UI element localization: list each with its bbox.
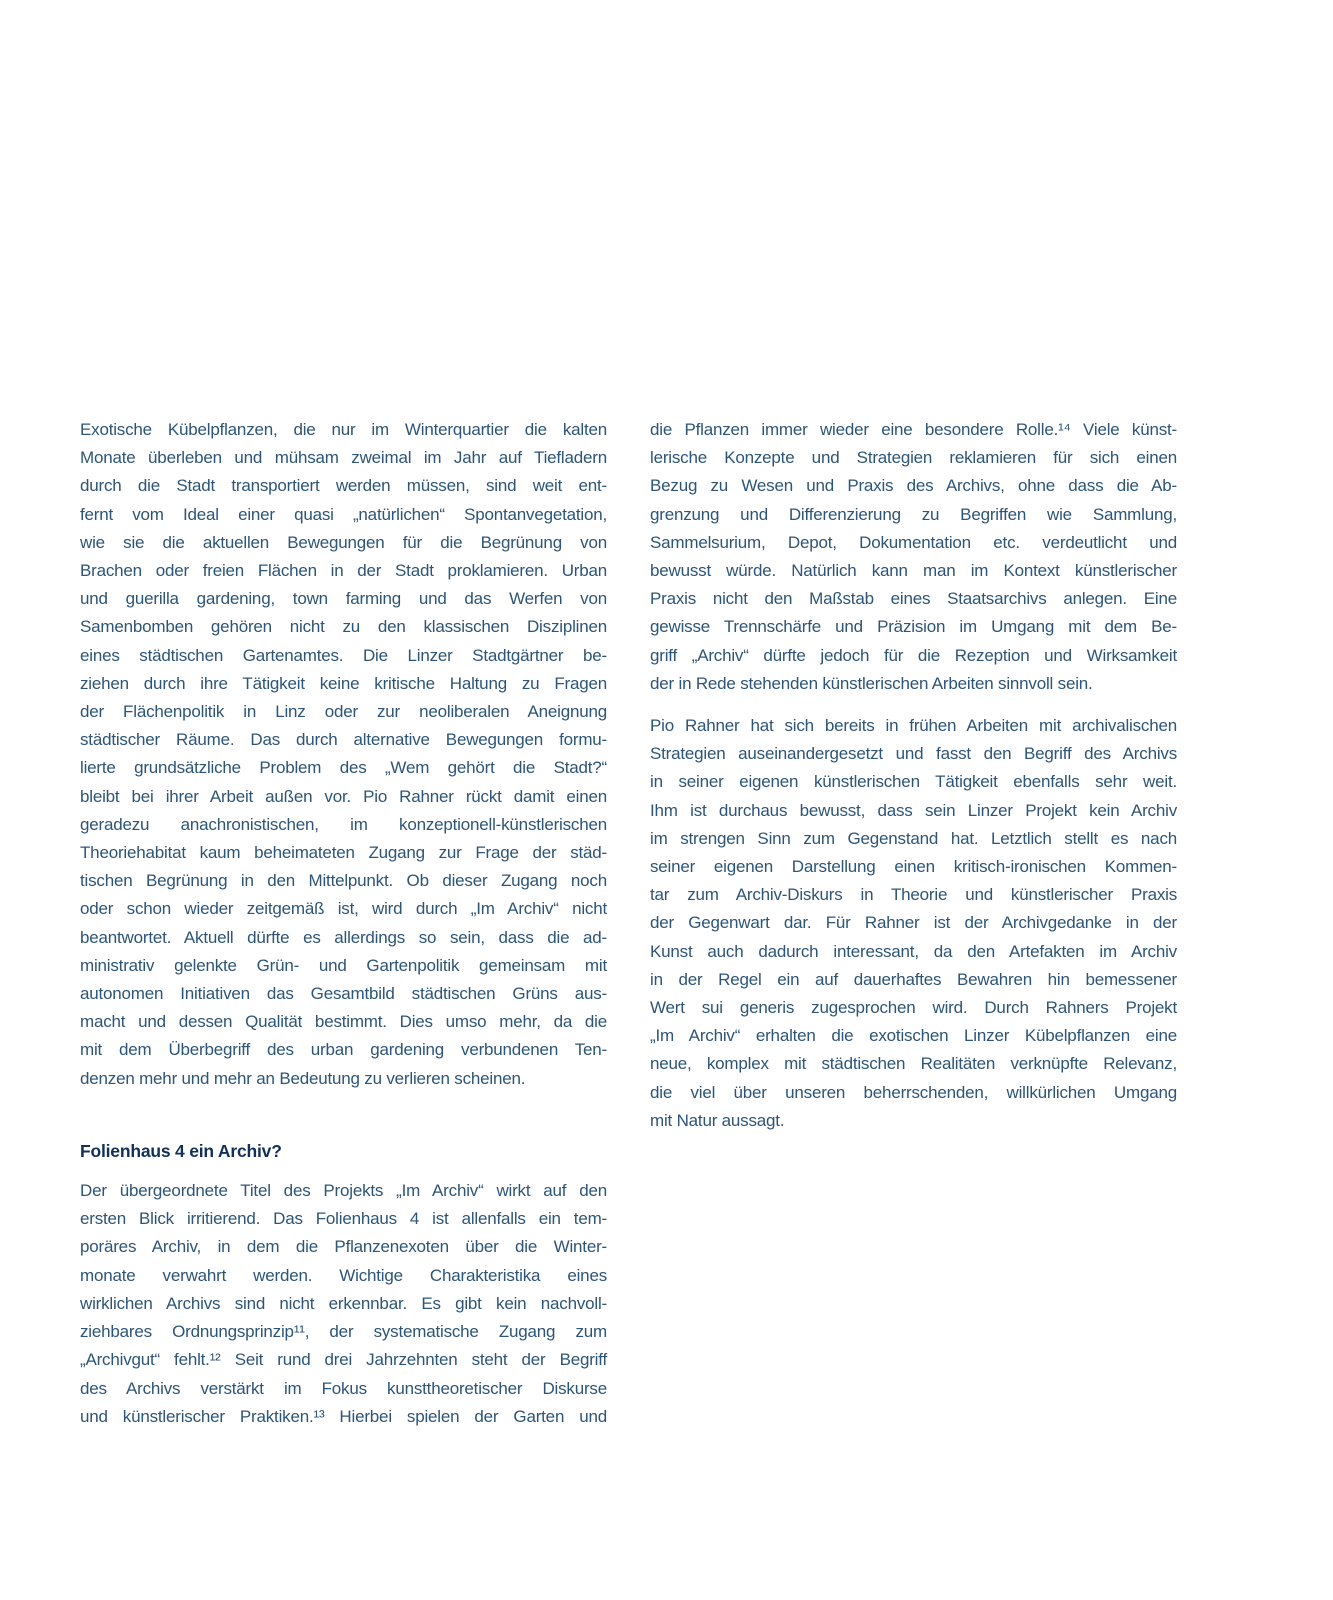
body-paragraph [80, 416, 607, 1093]
text-line: „Im Archiv“ erhalten die exotischen Linzer Kübelpflanzen eine [650, 1026, 1177, 1046]
text-line: der in Rede stehenden künstlerischen Arbeiten sinnvoll sein. [650, 673, 1093, 693]
text-line: Brachen oder freien Flächen in der Stadt proklamieren. Urban [80, 561, 607, 581]
text-line: in der Regel ein auf dauerhaftes Bewahren hin bemessener [650, 969, 1177, 989]
text-line: grenzung und Differenzierung zu Begriffen wie Sammlung, [650, 504, 1177, 524]
text-line: Samenbomben gehören nicht zu den klassischen Disziplinen [80, 617, 607, 637]
text-line: ministrativ gelenkte Grün- und Gartenpolitik gemeinsam mit [80, 955, 607, 975]
text-line: städtischer Räume. Das durch alternative Bewegungen formu- [80, 730, 607, 750]
text-line: die viel über unseren beherrschenden, willkürlichen Umgang [650, 1082, 1177, 1102]
text-line: Praxis nicht den Maßstab eines Staatsarchivs anlegen. Eine [650, 589, 1177, 609]
body-paragraph [650, 712, 1177, 1135]
text-line: ersten Blick irritierend. Das Folienhaus 4 ist allenfalls ein tem- [80, 1209, 607, 1229]
text-line: griff „Archiv“ dürfte jedoch für die Rezeption und Wirksamkeit [650, 645, 1177, 665]
text-line: Bezug zu Wesen und Praxis des Archivs, ohne dass die Ab- [650, 476, 1177, 496]
text-line: wirklichen Archivs sind nicht erkennbar. Es gibt kein nachvoll- [80, 1293, 607, 1313]
body-paragraph [650, 416, 1177, 698]
text-line: wie sie die aktuellen Bewegungen für die Begrünung von [80, 532, 607, 552]
text-line: poräres Archiv, in dem die Pflanzenexoten über die Winter- [80, 1237, 607, 1257]
text-line: geradezu anachronistischen, im konzeptionell-künstlerischen [80, 814, 607, 834]
text-line: autonomen Initiativen das Gesamtbild städtischen Grüns aus- [80, 984, 607, 1004]
text-line: Sammelsurium, Depot, Dokumentation etc. verdeutlicht und [650, 532, 1177, 552]
text-line: und künstlerischer Praktiken.¹³ Hierbei spielen der Garten und [80, 1406, 607, 1426]
text-line: bleibt bei ihrer Arbeit außen vor. Pio Rahner rückt damit einen [80, 786, 607, 806]
left-column [80, 416, 607, 1431]
text-line: seiner eigenen Darstellung einen kritisch-ironischen Kommen- [650, 857, 1177, 877]
text-line: und guerilla gardening, town farming und das Werfen von [80, 589, 607, 609]
body-paragraph [80, 1177, 607, 1431]
text-line: Kunst auch dadurch interessant, da den Artefakten im Archiv [650, 941, 1177, 961]
text-line: Ihm ist durchaus bewusst, dass sein Linzer Projekt kein Archiv [650, 800, 1177, 820]
text-line: tar zum Archiv-Diskurs in Theorie und künstlerischer Praxis [650, 885, 1177, 905]
text-line: mit Natur aussagt. [650, 1110, 785, 1130]
text-line: ziehbares Ordnungsprinzip¹¹, der systematische Zugang zum [80, 1322, 607, 1342]
text-line: monate verwahrt werden. Wichtige Charakteristika eines [80, 1265, 607, 1285]
text-line: Strategien auseinandergesetzt und fasst den Begriff des Archivs [650, 744, 1177, 764]
section-heading: Folienhaus 4 ein Archiv? [80, 1140, 282, 1161]
text-line: Exotische Kübelpflanzen, die nur im Winterquartier die kalten [80, 420, 607, 439]
right-column [650, 416, 1177, 1135]
text-line: lierte grundsätzliche Problem des „Wem gehört die Stadt?“ [80, 758, 607, 778]
text-line: „Archivgut“ fehlt.¹² Seit rund drei Jahrzehnten steht der Begriff [80, 1350, 607, 1370]
text-line: in seiner eigenen künstlerischen Tätigkeit ebenfalls sehr weit. [650, 772, 1177, 792]
text-line: der Flächenpolitik in Linz oder zur neoliberalen Aneignung [80, 702, 607, 722]
text-line: mit dem Überbegriff des urban gardening verbundenen Ten- [80, 1040, 607, 1060]
text-line: lerische Konzepte und Strategien reklamieren für sich einen [650, 448, 1177, 468]
text-line: fernt vom Ideal einer quasi „natürlichen“ Spontanvegetation, [80, 504, 607, 524]
text-line: Wert sui generis zugesprochen wird. Durch Rahners Projekt [650, 998, 1177, 1018]
text-line: eines städtischen Gartenamtes. Die Linzer Stadtgärtner be- [80, 645, 607, 665]
text-line: gewisse Trennschärfe und Präzision im Umgang mit dem Be- [650, 617, 1177, 637]
text-line: Pio Rahner hat sich bereits in frühen Arbeiten mit archivalischen [650, 716, 1177, 736]
text-line: ziehen durch ihre Tätigkeit keine kritische Haltung zu Fragen [80, 673, 607, 693]
text-line: denzen mehr und mehr an Bedeutung zu verlieren scheinen. [80, 1068, 526, 1088]
text-line: macht und dessen Qualität bestimmt. Dies umso mehr, da die [80, 1012, 607, 1032]
text-line: im strengen Sinn zum Gegenstand hat. Letztlich stellt es nach [650, 828, 1177, 848]
text-line: Monate überleben und mühsam zweimal im Jahr auf Tiefladern [80, 448, 607, 468]
text-line: beantwortet. Aktuell dürfte es allerdings so sein, dass die ad- [80, 927, 607, 947]
text-line: der Gegenwart dar. Für Rahner ist der Archivgedanke in der [650, 913, 1177, 933]
text-line: bewusst würde. Natürlich kann man im Kontext künstlerischer [650, 561, 1177, 581]
text-line: des Archivs verstärkt im Fokus kunsttheoretischer Diskurse [80, 1378, 607, 1398]
text-line: durch die Stadt transportiert werden müssen, sind weit ent- [80, 476, 607, 496]
text-line: Der übergeordnete Titel des Projekts „Im Archiv“ wirkt auf den [80, 1181, 607, 1201]
text-line: tischen Begrünung in den Mittelpunkt. Ob dieser Zugang noch [80, 871, 607, 891]
text-line: oder schon wieder zeitgemäß ist, wird durch „Im Archiv“ nicht [80, 899, 607, 919]
text-line: die Pflanzen immer wieder eine besondere Rolle.¹⁴ Viele künst- [650, 420, 1177, 439]
text-line: neue, komplex mit städtischen Realitäten verknüpfte Relevanz, [650, 1054, 1177, 1074]
text-line: Theoriehabitat kaum beheimateten Zugang zur Frage der städ- [80, 843, 607, 863]
